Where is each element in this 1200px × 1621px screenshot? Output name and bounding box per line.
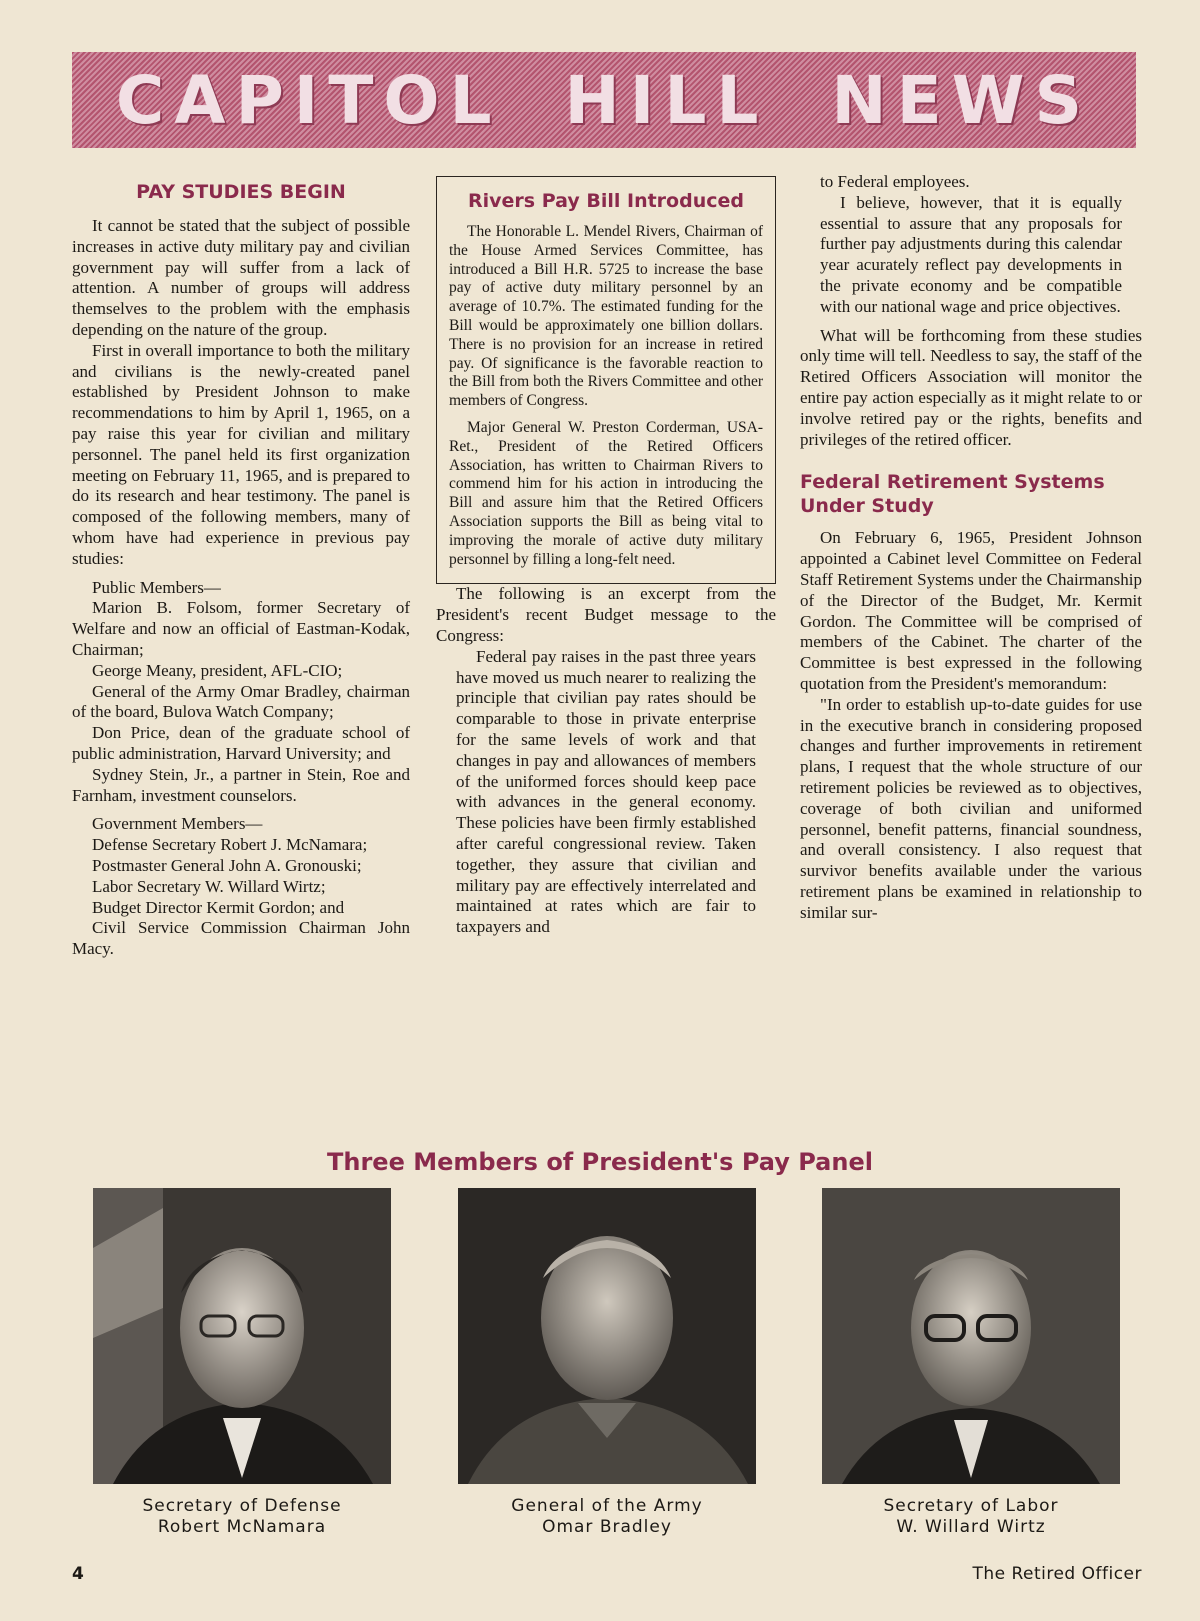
caption-line: Secretary of Defense: [142, 1496, 342, 1516]
caption-mcnamara: [93, 1496, 391, 1538]
banner-title: CAPITOL HILL NEWS: [115, 61, 1093, 139]
caption-line: Secretary of Labor: [883, 1496, 1059, 1516]
photo-mcnamara: [93, 1188, 391, 1484]
federal-retirement-heading: Federal Retirement Systems Under Study: [800, 471, 1105, 518]
photo-section-title: Three Members of President's Pay Panel: [327, 1148, 873, 1176]
paragraph: The Honorable L. Mendel Rivers, Chairman of the House Armed Services Committee, has introduced a Bill H.R. 5725 to increase the base pay of active duty military personnel by an average of 10.7%. The estimated funding for the Bill would be approximately one billion dollars. There is no provision for an increase in retired pay. Of significance is the favorable reaction to the Bill from both the Rivers Committee and other members of Congress.: [449, 223, 763, 410]
caption-wirtz: [822, 1496, 1120, 1538]
paragraph: "In order to establish up-to-date guides for use in the executive branch in considering proposed changes and further improvements in retirement plans, I request that the whole structure of our retirement policies be reviewed as to objectives, coverage of both civilian and uniformed personnel, benefit patterns, financial soundness, and overall consistency. I also request that survivor benefits available under the various retirement plans be examined in relationship to similar sur-: [800, 694, 1142, 922]
portrait-image: [822, 1188, 1120, 1484]
photo-bradley: [458, 1188, 756, 1484]
caption-bradley: [458, 1496, 756, 1538]
budget-message-quote-cont: I believe, however, that it is equally essential to assure that any proposals for further pay adjustments during this calendar year acurately reflect pay developments in the private economy and be compatible with our national wage and price objectives.: [820, 192, 1122, 316]
magazine-name: The Retired Officer: [972, 1564, 1142, 1584]
portrait-image: [458, 1188, 756, 1484]
caption-line: Robert McNamara: [157, 1517, 327, 1537]
right-column: [800, 172, 1142, 924]
caption-line: Omar Bradley: [542, 1517, 672, 1537]
paragraph: Major General W. Preston Corderman, USA-Ret., President of the Retired Officers Association, has written to Chairman Rivers to commend him for his action in introducing the Bill and assure him that the Retired Officers Association supports the Bill as being vital to improving the morale of active duty military personnel by filling a long-felt need.: [449, 418, 763, 568]
rivers-bill-box: [436, 176, 776, 584]
rivers-bill-heading: Rivers Pay Bill Introduced: [468, 190, 744, 212]
member-entry: Defense Secretary Robert J. McNamara;: [92, 835, 368, 855]
member-entry: Civil Service Commission Chairman John Macy.: [72, 918, 410, 959]
paragraph: It cannot be stated that the subject of possible increases in active duty military pay and civilian government pay will suffer from a lack of attention. A number of groups will address themselves to the problem with the emphasis depending on the nature of the group.: [72, 216, 410, 339]
caption-line: W. Willard Wirtz: [896, 1517, 1046, 1537]
paragraph: On February 6, 1965, President Johnson appointed a Cabinet level Committee on Federal Staff Retirement Systems under the Chairmanship of the Director of the Budget, Mr. Kermit Gordon. The Committee will be comprised of members of the Cabinet. The charter of the Committee is best expressed in the following quotation from the President's memorandum:: [800, 528, 1142, 693]
member-entry: Sydney Stein, Jr., a partner in Stein, Roe and Farnham, investment counselors.: [72, 764, 410, 805]
middle-column: [436, 176, 776, 938]
page-number: 4: [72, 1564, 84, 1584]
budget-message-quote: Federal pay raises in the past three years have moved us much nearer to realizing the principle that civilian pay rates should be comparable to those in private enterprise for the same levels of work and that changes in pay and allowances of members of the uniformed forces should keep pace with advances in the general economy. These policies have been firmly established after careful congressional review. Taken together, they assure that civilian and military pay are effectively interrelated and maintained at rates which are fair to taxpayers and: [456, 646, 756, 937]
member-entry: Marion B. Folsom, former Secretary of Welfare and now an official of Eastman-Kodak, Chairman;: [72, 598, 410, 659]
pay-studies-heading: PAY STUDIES BEGIN: [136, 181, 346, 203]
member-entry: Postmaster General John A. Gronouski;: [92, 855, 362, 875]
member-entry: George Meany, president, AFL-CIO;: [92, 660, 343, 680]
paragraph: What will be forthcoming from these studies only time will tell. Needless to say, the staff of the Retired Officers Association will monitor the entire pay action especially as it might relate to or involve retired pay or the rights, benefits and privileges of the retired officer.: [800, 325, 1142, 449]
quote-continuation: to Federal employees.: [820, 172, 970, 191]
portrait-image: [93, 1188, 391, 1484]
caption-line: General of the Army: [511, 1496, 703, 1516]
member-entry: Labor Secretary W. Willard Wirtz;: [92, 876, 326, 896]
member-entry: General of the Army Omar Bradley, chairman of the board, Bulova Watch Company;: [72, 681, 410, 722]
public-members-label: Public Members—: [92, 577, 221, 597]
excerpt-intro: The following is an excerpt from the President's recent Budget message to the Congress:: [436, 584, 776, 645]
banner: [72, 52, 1136, 148]
government-members-label: Government Members—: [92, 814, 263, 834]
member-entry: Budget Director Kermit Gordon; and: [92, 897, 345, 917]
member-entry: Don Price, dean of the graduate school of public administration, Harvard University; and: [72, 723, 410, 763]
left-column: [72, 180, 410, 960]
photo-wirtz: [822, 1188, 1120, 1484]
paragraph: First in overall importance to both the military and civilians is the newly-created panel established by President Johnson to make recommendations to him by April 1, 1965, on a pay raise this year for civilian and military personnel. The panel held its first organization meeting on February 11, 1965, and is prepared to do its research and hear testimony. The panel is composed of the following members, many of whom have had experience in previous pay studies:: [72, 340, 410, 568]
